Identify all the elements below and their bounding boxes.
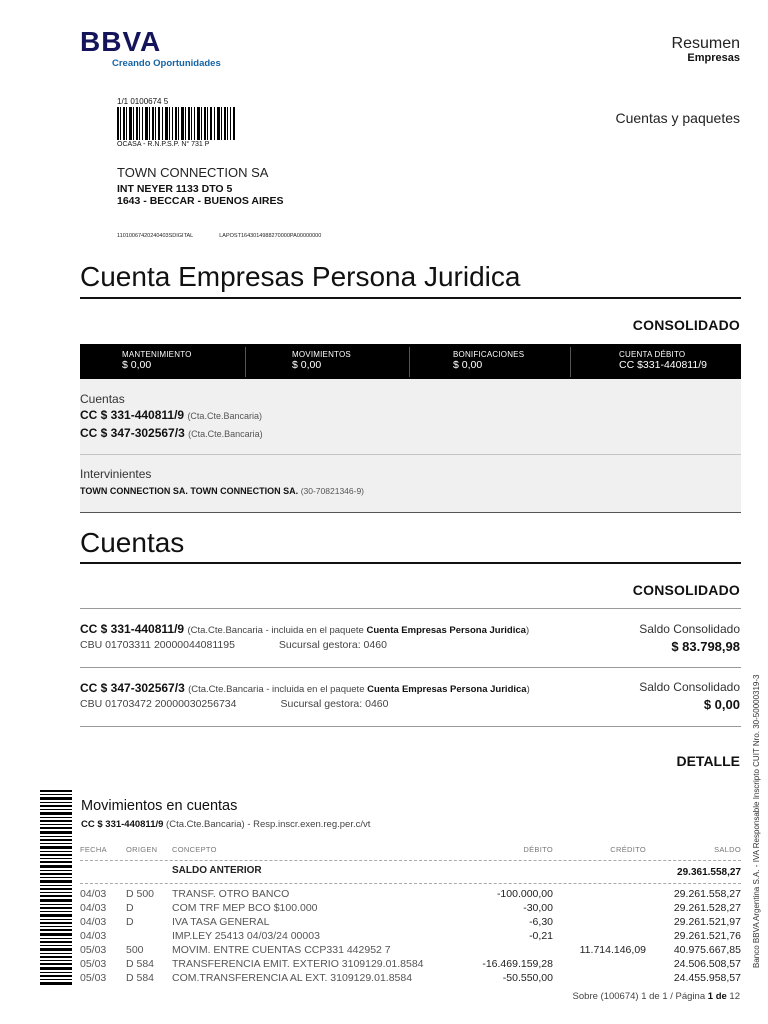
cell-origen: D 500 — [126, 888, 155, 900]
cell-debito: -0,21 — [529, 930, 553, 942]
summary-value: $ 0,00 — [122, 359, 152, 371]
cell-origen: D 584 — [126, 972, 155, 984]
account-title — [80, 681, 530, 695]
cell-debito: -6,30 — [529, 916, 553, 928]
cell-fecha: 05/03 — [80, 958, 107, 970]
summary-cuenta-debito — [619, 350, 707, 371]
cell-saldo: 29.261.521,76 — [673, 930, 741, 942]
cell-saldo: 40.975.667,85 — [673, 944, 741, 956]
account-sucursal: Sucursal gestora: 0460 — [278, 639, 387, 651]
table-row — [80, 958, 741, 972]
brand-name: BBVA — [80, 26, 162, 57]
account-row-2 — [80, 681, 530, 710]
saldo-anterior-label: SALDO ANTERIOR — [172, 865, 262, 876]
account-details — [80, 698, 530, 710]
consolidado-heading: CONSOLIDADO — [632, 317, 740, 333]
summary-bonificaciones — [453, 350, 524, 371]
title-rule — [80, 297, 741, 299]
brand-tagline: Creando Oportunidades — [112, 58, 221, 69]
saldo-anterior-row — [80, 863, 741, 881]
table-row — [80, 902, 741, 916]
panel-bottom-rule — [80, 512, 741, 513]
accounts-panel — [80, 379, 741, 512]
col-origen: ORIGEN — [126, 845, 158, 854]
movimientos-title: Movimientos en cuentas — [81, 798, 238, 814]
summary-mantenimiento — [122, 350, 192, 371]
account-number: CC $ 347-302567/3 — [80, 681, 185, 695]
account-number: CC $ 347-302567/3 — [80, 426, 185, 440]
cell-fecha: 04/03 — [80, 916, 107, 928]
table-row — [80, 944, 741, 958]
interviniente — [80, 486, 364, 496]
cuentas-label: Cuentas — [80, 392, 125, 406]
cell-saldo: 29.261.521,97 — [673, 916, 741, 928]
account-rule — [80, 726, 741, 727]
cell-debito: -16.469.159,28 — [482, 958, 553, 970]
interviniente-name: TOWN CONNECTION SA. TOWN CONNECTION SA. — [80, 486, 299, 496]
cell-saldo: 24.506.508,57 — [673, 958, 741, 970]
summary-bar — [80, 344, 741, 379]
account-details — [80, 639, 529, 651]
address-line-1: INT NEYER 1133 DTO 5 — [117, 183, 233, 195]
cuentas-section-title: Cuentas — [80, 527, 185, 558]
account-type: (Cta.Cte.Bancaria) — [187, 411, 262, 421]
col-credito: CRÉDITO — [610, 845, 646, 854]
col-debito: DÉBITO — [523, 845, 553, 854]
summary-value: $ 0,00 — [292, 359, 322, 371]
mail-codes — [117, 233, 321, 239]
account-type: (Cta.Cte.Bancaria) — [188, 429, 263, 439]
cell-debito: -50.550,00 — [502, 972, 553, 984]
intervinientes-label: Intervinientes — [80, 467, 152, 481]
saldo-label: Saldo Consolidado — [639, 680, 740, 694]
bbva-logo — [80, 28, 221, 69]
cell-concepto: MOVIM. ENTRE CUENTAS CCP331 442952 7 — [172, 944, 391, 956]
col-fecha: FECHA — [80, 845, 107, 854]
summary-separator — [570, 347, 571, 377]
footer-envelope: Sobre (100674) 1 de 1 / Página — [572, 991, 708, 1002]
movimientos-account-note: (Cta.Cte.Bancaria) - Resp.inscr.exen.reg.per.c/vt — [166, 819, 371, 830]
account-row-1 — [80, 622, 529, 651]
saldo-anterior-value: 29.361.558,27 — [677, 867, 741, 878]
cell-concepto: COM.TRANSFERENCIA AL EXT. 3109129.01.8584 — [172, 972, 413, 984]
panel-account-1 — [80, 408, 262, 422]
cell-saldo: 29.261.558,27 — [673, 888, 741, 900]
mail-code-2: LAPOST1643014988270000PA00000000 — [219, 233, 322, 239]
account-note: (Cta.Cte.Bancaria - incluida en el paquete Cuenta Empresas Persona Juridica) — [187, 625, 530, 636]
recipient-name: TOWN CONNECTION SA — [117, 165, 269, 180]
legal-vertical-text: Banco BBVA Argentina S.A. - IVA Responsable Inscripto CUIT Nro. 30-50000319-3 — [752, 674, 761, 968]
cell-origen: D — [126, 916, 134, 928]
cell-debito: -30,00 — [523, 902, 553, 914]
summary-label: BONIFICACIONES — [453, 350, 525, 359]
movimientos-account-number: CC $ 331-440811/9 — [81, 819, 164, 830]
interviniente-cuit: (30-70821346-9) — [300, 486, 365, 496]
document-section-label: Cuentas y paquetes — [615, 110, 740, 126]
document-subtitle: Empresas — [687, 52, 740, 64]
cell-concepto: TRANSFERENCIA EMIT. EXTERIO 3109129.01.8584 — [172, 958, 424, 970]
table-row — [80, 972, 741, 986]
table-row — [80, 888, 741, 902]
cell-saldo: 24.455.958,57 — [673, 972, 741, 984]
summary-label: MANTENIMIENTO — [122, 350, 192, 359]
account-sucursal: Sucursal gestora: 0460 — [280, 698, 389, 710]
mail-sequence: 1/1 0100674 5 — [117, 97, 169, 106]
account-title — [80, 622, 529, 636]
cell-fecha: 04/03 — [80, 888, 107, 900]
summary-label: MOVIMIENTOS — [292, 350, 351, 359]
document-title: Resumen — [671, 35, 740, 52]
cell-concepto: COM TRF MEP BCO $100.000 — [172, 902, 318, 914]
mail-code-1: 11010067420240403SDIGITAL — [117, 233, 194, 239]
summary-value: $ 0,00 — [453, 359, 483, 371]
address-line-2: 1643 - BECCAR - BUENOS AIRES — [117, 195, 284, 207]
consolidado-heading-2: CONSOLIDADO — [632, 582, 740, 598]
cell-concepto: TRANSF. OTRO BANCO — [172, 888, 290, 900]
table-row — [80, 916, 741, 930]
account-note: (Cta.Cte.Bancaria - incluida en el paquete Cuenta Empresas Persona Juridica) — [188, 684, 530, 695]
account-rule — [80, 608, 741, 609]
account-cbu: CBU 01703311 20000044081195 — [80, 639, 235, 651]
cell-origen: 500 — [126, 944, 144, 956]
account-number: CC $ 331-440811/9 — [80, 408, 185, 422]
account-cbu: CBU 01703472 20000030256734 — [80, 698, 237, 710]
panel-account-2 — [80, 426, 263, 440]
summary-value: CC $331-440811/9 — [619, 359, 707, 371]
courier-info: OCASA - R.N.P.S.P. N° 731 P — [117, 141, 210, 148]
movimientos-account — [81, 819, 370, 830]
page-footer — [573, 991, 740, 1002]
table-rule — [80, 860, 741, 861]
table-rule — [80, 883, 741, 884]
account-number: CC $ 331-440811/9 — [80, 622, 185, 636]
cell-concepto: IMP.LEY 25413 04/03/24 00003 — [172, 930, 320, 942]
cell-saldo: 29.261.528,27 — [673, 902, 741, 914]
side-barcode — [40, 790, 72, 985]
footer-total: 12 — [726, 991, 740, 1002]
cell-fecha: 05/03 — [80, 972, 107, 984]
summary-label: CUENTA DÉBITO — [619, 350, 686, 359]
section-rule — [80, 562, 741, 564]
summary-separator — [245, 347, 246, 377]
summary-separator — [409, 347, 410, 377]
table-row — [80, 930, 741, 944]
mail-barcode — [117, 107, 235, 140]
panel-divider — [80, 454, 741, 455]
product-title: Cuenta Empresas Persona Juridica — [80, 261, 521, 292]
detalle-heading: DETALLE — [676, 753, 740, 769]
saldo-value: $ 83.798,98 — [671, 639, 740, 654]
col-saldo: SALDO — [714, 845, 741, 854]
col-concepto: CONCEPTO — [172, 845, 217, 854]
cell-fecha: 04/03 — [80, 930, 107, 942]
saldo-value: $ 0,00 — [703, 697, 740, 712]
cell-credito: 11.714.146,09 — [579, 944, 646, 956]
account-rule — [80, 667, 741, 668]
footer-page: 1 de — [707, 991, 727, 1002]
cell-fecha: 04/03 — [80, 902, 107, 914]
cell-origen: D — [126, 902, 134, 914]
summary-movimientos — [292, 350, 351, 371]
cell-origen: D 584 — [126, 958, 155, 970]
cell-concepto: IVA TASA GENERAL — [172, 916, 270, 928]
document-type — [672, 35, 740, 64]
cell-fecha: 05/03 — [80, 944, 107, 956]
saldo-label: Saldo Consolidado — [639, 622, 740, 636]
cell-debito: -100.000,00 — [496, 888, 553, 900]
